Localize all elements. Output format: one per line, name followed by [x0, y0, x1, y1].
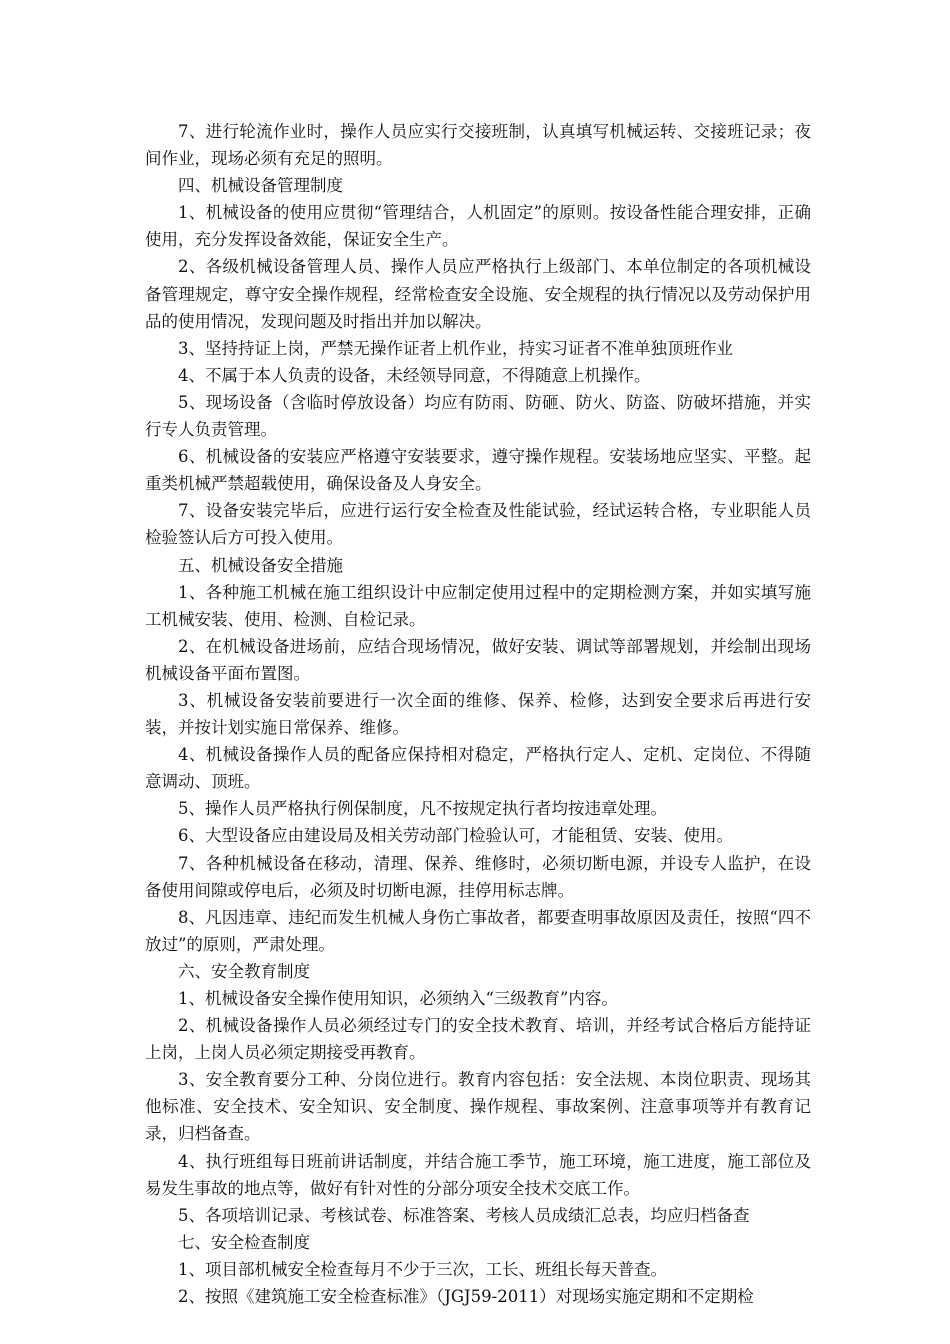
paragraph: 1、机械设备安全操作使用知识，必须纳入“三级教育”内容。: [178, 989, 618, 1008]
paragraph: 7、设备安装完毕后，应进行运行安全检查及性能试验，经试运转合格，专业职能人员检验签认后方可投入使用。: [145, 501, 811, 548]
section-heading: 六、安全教育制度: [178, 961, 310, 981]
paragraph: 1、项目部机械安全检查每月不少于三次，工长、班组长每天普查。: [178, 1259, 667, 1279]
paragraph: 3、机械设备安装前要进行一次全面的维修、保养、检修，达到安全要求后再进行安装，并按计划实施日常保养、维修。: [145, 690, 811, 738]
paragraph: 6、机械设备的安装应严格遵守安装要求，遵守操作规程。安装场地应坚实、平整。起重类机械严禁超载使用，确保设备及人身安全。: [145, 447, 811, 494]
section-heading: 五、机械设备安全措施: [178, 555, 343, 575]
paragraph: 7、进行轮流作业时，操作人员应实行交接班制，认真填写机械运转、交接班记录；夜间作业，现场必须有充足的照明。: [145, 122, 811, 169]
paragraph: 2、在机械设备进场前，应结合现场情况，做好安装、调试等部署规划，并绘制出现场机械设备平面布置图。: [145, 636, 811, 683]
paragraph: 3、安全教育要分工种、分岗位进行。教育内容包括：安全法规、本岗位职责、现场其他标准、安全技术、安全知识、安全制度、操作规程、事故案例、注意事项等并有教育记录，归档备查。: [145, 1070, 811, 1144]
paragraph: 5、各项培训记录、考核试卷、标准答案、考核人员成绩汇总表，均应归档备查: [178, 1205, 750, 1225]
paragraph: 2、各级机械设备管理人员、操作人员应严格执行上级部门、本单位制定的各项机械设备管理规定，尊守安全操作规程，经常检查安全设施、安全规程的执行情况以及劳动保护用品的使用情况，发现问题及时指出并加以解决。: [145, 257, 811, 331]
paragraph: 2、机械设备操作人员必须经过专门的安全技术教育、培训，并经考试合格后方能持证上岗，上岗人员必须定期接受再教育。: [145, 1016, 811, 1063]
document-body: [145, 118, 811, 1310]
paragraph: 8、凡因违章、违纪而发生机械人身伤亡事故者，都要查明事故原因及责任，按照“四不放过”的原则，严肃处理。: [145, 907, 811, 954]
paragraph: 5、操作人员严格执行例保制度，凡不按规定执行者均按违章处理。: [178, 799, 667, 819]
paragraph: 4、机械设备操作人员的配备应保持相对稳定，严格执行定人、定机、定岗位、不得随意调动、顶班。: [145, 745, 811, 792]
section-heading: 七、安全检查制度: [178, 1232, 310, 1252]
paragraph: 2、按照《建筑施工安全检查标准》（JGJ59-2011）对现场实施定期和不定期检: [178, 1287, 754, 1307]
paragraph: 4、执行班组每日班前讲话制度，并结合施工季节，施工环境，施工进度，施工部位及易发生事故的地点等，做好有针对性的分部分项安全技术交底工作。: [145, 1151, 811, 1198]
paragraph: 6、大型设备应由建设局及相关劳动部门检验认可，才能租赁、安装、使用。: [178, 826, 733, 846]
paragraph: 5、现场设备（含临时停放设备）均应有防雨、防砸、防火、防盗、防破坏措施，并实行专人负责管理。: [145, 392, 811, 440]
paragraph: 4、不属于本人负责的设备，未经领导同意，不得随意上机操作。: [178, 365, 651, 385]
section-heading: 四、机械设备管理制度: [178, 176, 343, 196]
paragraph: 3、坚持持证上岗，严禁无操作证者上机作业，持实习证者不准单独顶班作业: [178, 338, 733, 358]
paragraph: 1、各种施工机械在施工组织设计中应制定使用过程中的定期检测方案，并如实填写施工机械安装、使用、检测、自检记录。: [145, 582, 811, 629]
paragraph: 1、机械设备的使用应贯彻“管理结合，人机固定”的原则。按设备性能合理安排，正确使用，充分发挥设备效能，保证安全生产。: [145, 203, 811, 250]
paragraph: 7、各种机械设备在移动，清理、保养、维修时，必须切断电源，并设专人监护，在设备使用间隙或停电后，必须及时切断电源，挂停用标志牌。: [145, 853, 811, 900]
